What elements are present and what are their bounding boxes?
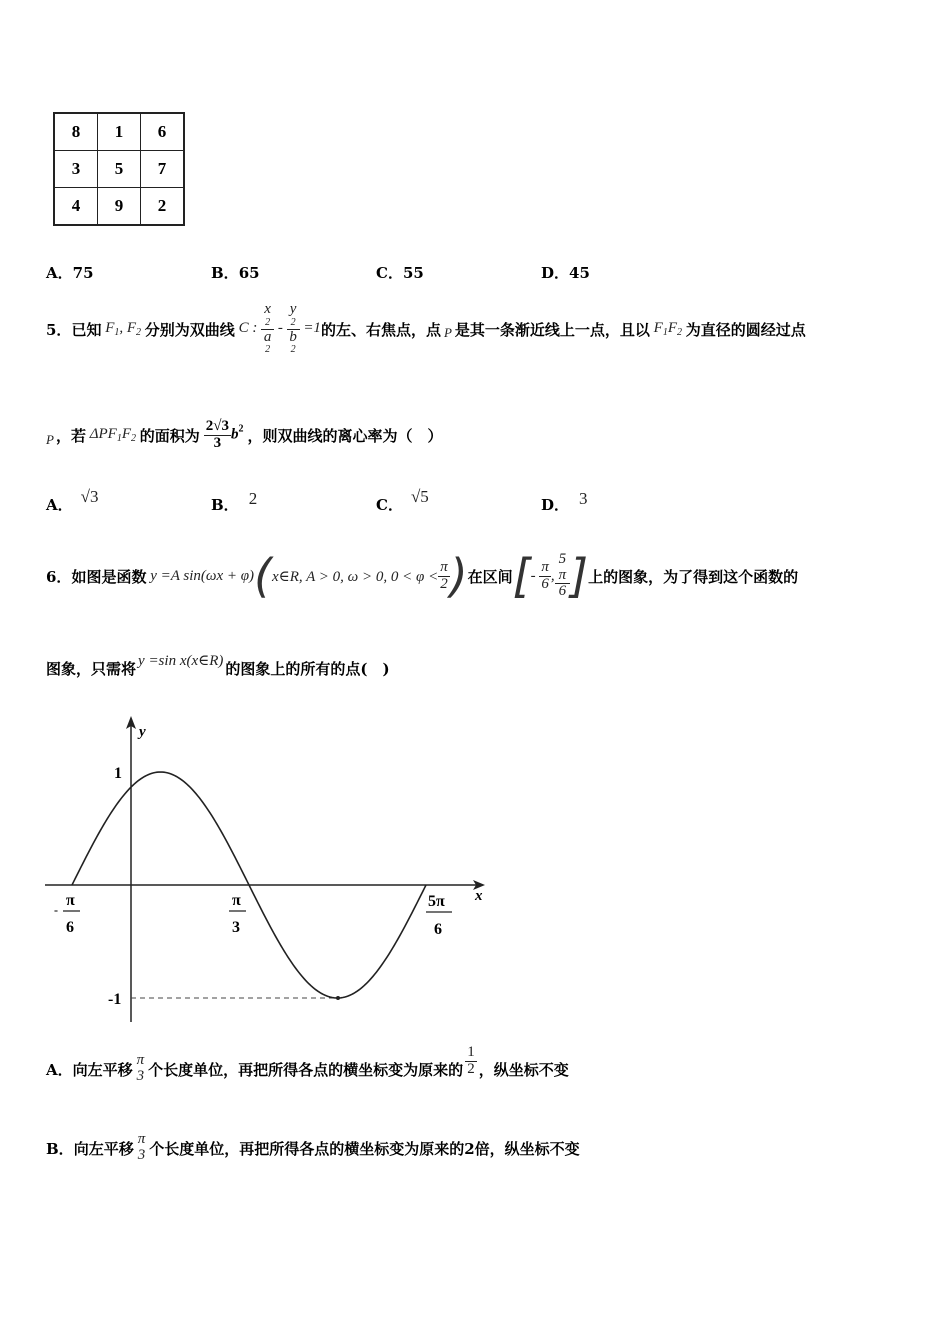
stem-text: 上的图象，为了得到这个函数的 [588,567,799,586]
minimum-point [336,996,340,1000]
question-number: 6． [46,567,72,586]
q4-option-b[interactable] [211,262,260,283]
stem-text: 为直径的圆经过点 [685,320,806,339]
magic-square-row [54,188,184,226]
magic-square-cell: 9 [98,188,141,226]
math-pi-over-3: π 3 [137,1131,146,1163]
math-interval: [ - $\frac{\pi}{6}$ , 5 π 6 ] [512,549,589,603]
option-value: 75 [72,264,94,282]
x-tick-numerator: π [66,892,75,909]
q5-option-b[interactable] [211,489,258,515]
x-tick-denominator: 6 [66,919,74,936]
option-label: A． [46,1060,73,1079]
option-label: B． [211,264,239,282]
magic-square-cell: 2 [141,188,185,226]
math-triangle-pf1f2: $\Delta PF_1F_2$ [85,426,137,444]
magic-square-cell: 6 [141,113,185,151]
option-text: 向左平移 [73,1139,134,1158]
q5-stem-line1 [46,301,806,356]
q4-option-a[interactable] [46,262,94,283]
stem-text: 在区间 [467,567,513,586]
q4-option-c[interactable] [376,262,424,283]
sine-graph [40,712,500,1032]
question-number: 5． [46,320,72,339]
math-one-half: $\frac{1}{2}$ [467,1043,475,1077]
math-function-definition: y =A sin(ωx + φ) ( x∈R, A > 0, ω > 0, 0 < φ < $\frac{\pi}{2}$ ) [146,549,468,603]
q5-option-a[interactable] [46,487,99,515]
stem-text: 是其一条渐近线上一点，且以 [454,320,650,339]
q5-stem-line2 [46,410,443,460]
option-text: 向左平移 [72,1060,133,1079]
math-pi-over-3: π 3 [136,1052,145,1084]
math-f1f2: $F_1F_2$ [649,320,683,338]
math-point-p: P [443,325,452,340]
stem-text: 图象，只需将 [46,659,137,678]
magic-square-cell: 7 [141,151,185,188]
magic-square-cell: 8 [54,113,98,151]
magic-square-cell: 5 [98,151,141,188]
option-value: √3 [80,487,99,506]
option-label: C． [376,264,403,282]
q6-stem-line1 [46,550,798,602]
q6-stem-line2 [46,648,390,688]
option-value: 45 [569,264,590,282]
x-tick-numerator: 5π [428,893,445,910]
math-sine-function: y =sin x(x∈R) [138,652,224,669]
stem-text: 已知 [71,320,102,339]
magic-square [53,112,185,226]
stem-text: 的图象上的所有的点( ) [225,659,390,678]
y-tick-label-1: 1 [114,765,122,782]
math-point-p: P [46,432,54,447]
x-tick-denominator: 3 [232,919,240,936]
x-tick-sign: - [54,903,58,917]
option-label: A． [46,264,73,282]
q5-option-c[interactable] [376,487,429,515]
math-f1-f2: $F_1$, $F_2$ [101,320,142,338]
q4-option-d[interactable] [541,262,590,283]
option-label: A． [46,496,73,514]
option-value: 55 [402,264,424,282]
x-axis-label: x [475,888,483,904]
stem-text: 分别为双曲线 [144,320,235,339]
magic-square-cell: 1 [98,113,141,151]
option-label: D． [541,496,570,514]
magic-square-cell: 3 [54,151,98,188]
magic-square-row [54,151,184,188]
x-tick-denominator: 6 [434,921,442,938]
q6-option-a[interactable] [46,1042,569,1096]
option-value: √5 [410,487,429,506]
math-area-value: $\frac{2√3}{3}$ $b^2$ [205,417,244,451]
stem-text: 的面积为 [139,426,200,445]
option-value: 3 [579,489,588,508]
stem-text: 如图是函数 [71,567,147,586]
option-value: 65 [238,264,260,282]
option-text: ，纵坐标不变 [478,1060,569,1079]
stem-text: ，则双曲线的离心率为（ ） [247,426,443,445]
option-value: 2 [248,489,258,508]
option-label: C． [376,496,403,514]
stem-text: 的左、右焦点，点 [320,320,441,339]
q5-option-d[interactable] [541,489,588,515]
option-label: B． [46,1139,74,1158]
stem-text: ，若 [55,426,86,445]
math-hyperbola-equation: C : x 2 a 2 - y 2 b 2 =1 [234,301,321,356]
option-text: 个长度单位，再把所得各点的横坐标变为原来的 [148,1060,464,1079]
y-axis-label: y [139,724,146,740]
option-label: D． [541,264,570,282]
magic-square-cell: 4 [54,188,98,226]
q6-option-b[interactable] [46,1124,580,1172]
y-tick-label-neg1: -1 [108,991,122,1008]
magic-square-row [54,113,184,151]
option-label: B． [211,496,239,514]
x-tick-numerator: π [232,892,241,909]
option-text: 个长度单位，再把所得各点的横坐标变为原来的2倍，纵坐标不变 [149,1139,580,1158]
